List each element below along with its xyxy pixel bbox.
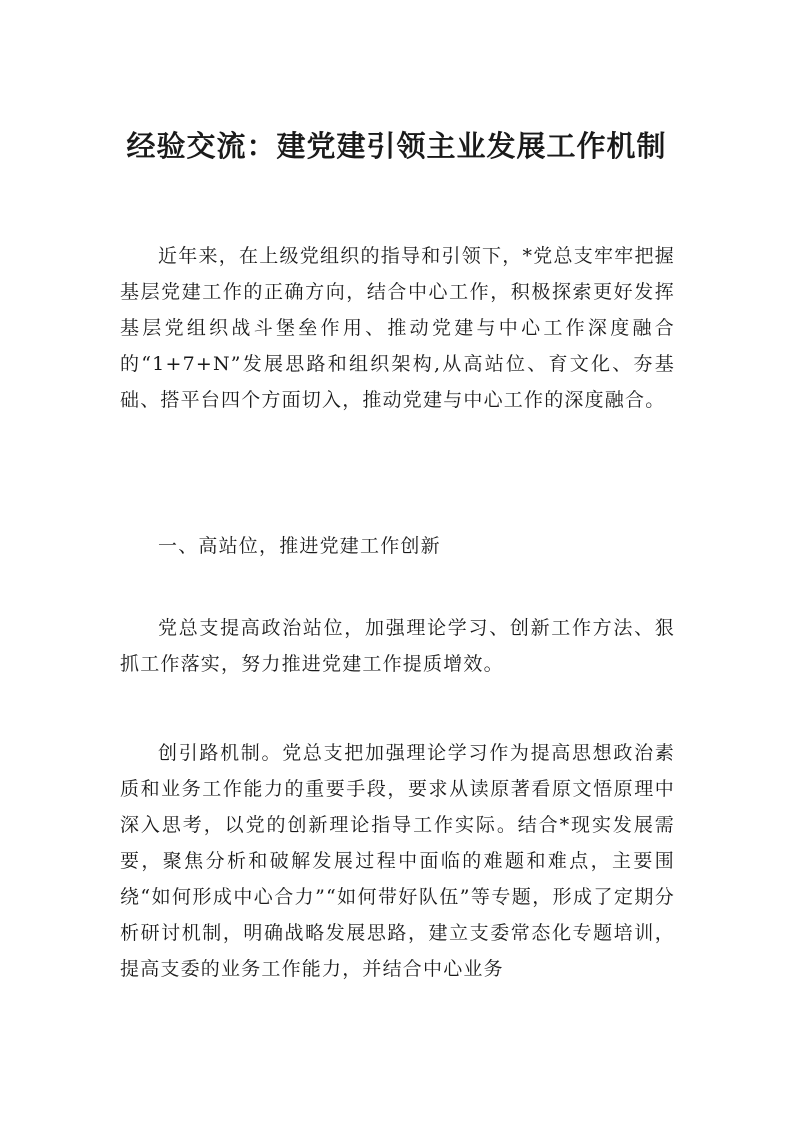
intro-paragraph: 近年来，在上级党组织的指导和引领下，*党总支牢牢把握基层党建工作的正确方向，结合中心工作，积极探索更好发挥基层党组织战斗堡垒作用、推动党建与中心工作深度融合的“1+7+N”发展思路和组织架构,从高站位、育文化、夯基础、搭平台四个方面切入，推动党建与中心工作的深度融合。 (120, 245, 675, 411)
document-title: 经验交流：建党建引领主业发展工作机制 (126, 129, 667, 163)
mechanism-paragraph: 创引路机制。党总支把加强理论学习作为提高思想政治素质和业务工作能力的重要手段，要求从读原著看原文悟原理中深入思考，以党的创新理论指导工作实际。结合*现实发展需要，聚焦分析和破解发展过程中面临的难题和难点，主要围绕“如何形成中心合力”“如何带好队伍”等专题，形成了定期分析研讨机制，明确战略发展思路，建立支委常态化专题培训，提高支委的业务工作能力，并结合中心业务 (120, 742, 675, 980)
section-paragraph: 党总支提高政治站位，加强理论学习、创新工作方法、狠抓工作落实，努力推进党建工作提质增效。 (120, 617, 675, 675)
section-heading: 一、高站位，推进党建工作创新 (158, 535, 441, 557)
